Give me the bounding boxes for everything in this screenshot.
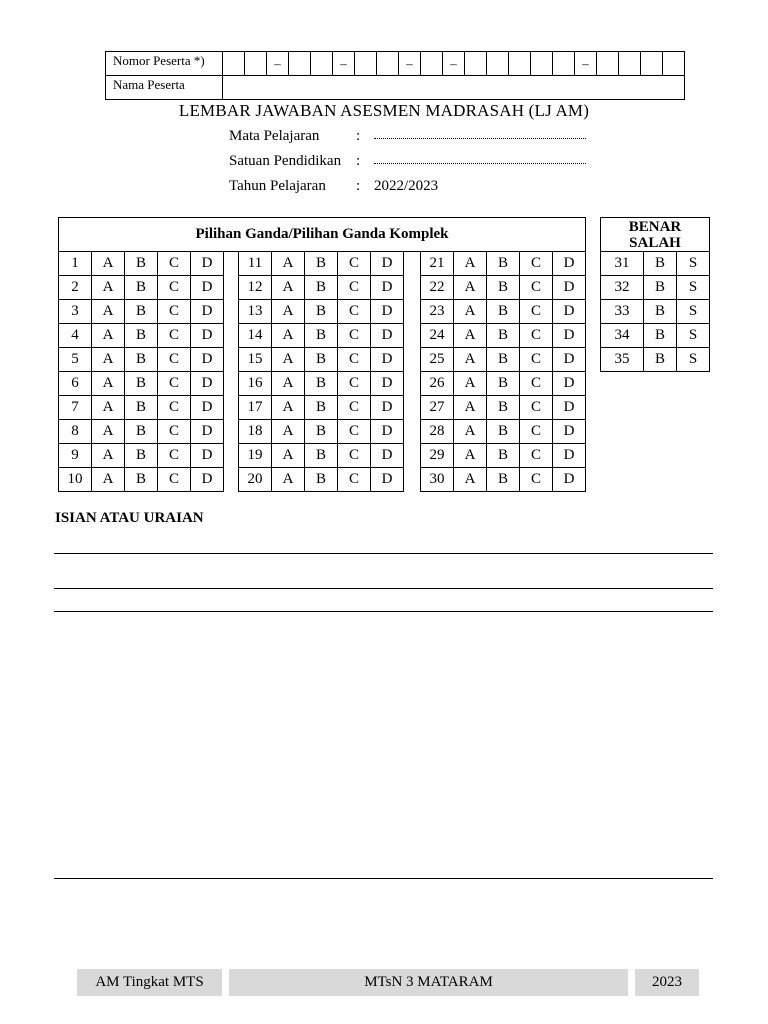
column-gap: [404, 420, 421, 444]
nama-peserta-field[interactable]: [223, 76, 685, 100]
question-number: 32: [601, 276, 644, 300]
answer-option-b[interactable]: B: [487, 444, 520, 468]
essay-answer-line[interactable]: [54, 553, 713, 554]
question-number: 5: [59, 348, 92, 372]
nomor-digit-box[interactable]: [223, 52, 245, 76]
answer-row: [59, 396, 586, 420]
answer-option-d[interactable]: D: [191, 324, 224, 348]
answer-option-b[interactable]: B: [487, 396, 520, 420]
question-number: 25: [421, 348, 454, 372]
answer-option-b[interactable]: B: [125, 444, 158, 468]
answer-option-d[interactable]: D: [371, 252, 404, 276]
nomor-digit-box[interactable]: –: [267, 52, 289, 76]
column-gap: [224, 276, 239, 300]
answer-option-b[interactable]: B: [305, 444, 338, 468]
question-number: 3: [59, 300, 92, 324]
answer-option-c[interactable]: C: [158, 372, 191, 396]
nomor-digit-box[interactable]: [377, 52, 399, 76]
answer-option-a[interactable]: A: [454, 396, 487, 420]
nomor-peserta-row: [106, 52, 685, 76]
answer-option-c[interactable]: C: [338, 276, 371, 300]
question-number: 24: [421, 324, 454, 348]
question-number: 23: [421, 300, 454, 324]
nomor-digit-box[interactable]: [465, 52, 487, 76]
answer-option-a[interactable]: A: [272, 420, 305, 444]
question-number: 12: [239, 276, 272, 300]
nama-peserta-row: [106, 76, 685, 100]
answer-option-a[interactable]: A: [92, 444, 125, 468]
question-number: 14: [239, 324, 272, 348]
info-satuan-pendidikan: [229, 151, 586, 171]
column-gap: [224, 300, 239, 324]
column-gap: [404, 348, 421, 372]
answer-option-a[interactable]: A: [92, 396, 125, 420]
answer-row: [59, 420, 586, 444]
essay-answer-line[interactable]: [54, 611, 713, 612]
nomor-digit-box[interactable]: [641, 52, 663, 76]
question-number: 2: [59, 276, 92, 300]
answer-option-c[interactable]: C: [338, 372, 371, 396]
answer-option-d[interactable]: D: [191, 300, 224, 324]
question-number: 20: [239, 468, 272, 492]
answer-option-b[interactable]: B: [487, 252, 520, 276]
answer-option-c[interactable]: C: [158, 444, 191, 468]
answer-option-d[interactable]: D: [371, 300, 404, 324]
answer-option-d[interactable]: D: [553, 396, 586, 420]
column-gap: [224, 372, 239, 396]
nama-peserta-label: Nama Peserta: [106, 76, 223, 100]
question-number: 16: [239, 372, 272, 396]
true-false-option-b[interactable]: B: [644, 252, 677, 276]
info-label: Tahun Pelajaran: [229, 178, 326, 194]
answer-option-d[interactable]: D: [191, 372, 224, 396]
answer-option-c[interactable]: C: [158, 252, 191, 276]
answer-option-b[interactable]: B: [487, 372, 520, 396]
answer-option-a[interactable]: A: [454, 276, 487, 300]
answer-option-b[interactable]: B: [487, 300, 520, 324]
info-colon: :: [356, 153, 361, 169]
answer-option-b[interactable]: B: [125, 396, 158, 420]
answer-option-c[interactable]: C: [520, 468, 553, 492]
essay-answer-line[interactable]: [54, 588, 713, 589]
true-false-option-b[interactable]: B: [644, 324, 677, 348]
answer-option-d[interactable]: D: [553, 372, 586, 396]
answer-option-d[interactable]: D: [191, 444, 224, 468]
column-gap: [224, 324, 239, 348]
answer-option-b[interactable]: B: [487, 276, 520, 300]
nomor-digit-box[interactable]: [619, 52, 641, 76]
answer-option-a[interactable]: A: [272, 252, 305, 276]
answer-option-c[interactable]: C: [338, 396, 371, 420]
column-gap: [404, 300, 421, 324]
true-false-option-s[interactable]: S: [677, 348, 710, 372]
nomor-digit-box[interactable]: [509, 52, 531, 76]
answer-option-d[interactable]: D: [191, 396, 224, 420]
answer-option-a[interactable]: A: [92, 252, 125, 276]
answer-option-c[interactable]: C: [158, 348, 191, 372]
answer-row: [59, 252, 586, 276]
answer-option-a[interactable]: A: [92, 324, 125, 348]
nomor-digit-box[interactable]: [597, 52, 619, 76]
answer-option-c[interactable]: C: [158, 468, 191, 492]
question-number: 31: [601, 252, 644, 276]
answer-option-b[interactable]: B: [305, 300, 338, 324]
answer-option-c[interactable]: C: [338, 348, 371, 372]
column-gap: [404, 324, 421, 348]
answer-option-d[interactable]: D: [371, 420, 404, 444]
essay-section-title: ISIAN ATAU URAIAN: [55, 510, 204, 526]
nomor-digit-box[interactable]: –: [333, 52, 355, 76]
question-number: 17: [239, 396, 272, 420]
question-number: 27: [421, 396, 454, 420]
column-gap: [224, 252, 239, 276]
answer-option-a[interactable]: A: [92, 372, 125, 396]
answer-option-a[interactable]: A: [272, 396, 305, 420]
answer-option-d[interactable]: D: [371, 276, 404, 300]
nomor-digit-box[interactable]: [355, 52, 377, 76]
answer-option-c[interactable]: C: [520, 420, 553, 444]
answer-option-c[interactable]: C: [520, 444, 553, 468]
answer-option-d[interactable]: D: [191, 348, 224, 372]
question-number: 29: [421, 444, 454, 468]
true-false-option-s[interactable]: S: [677, 252, 710, 276]
question-number: 11: [239, 252, 272, 276]
info-colon: :: [356, 178, 361, 194]
answer-option-b[interactable]: B: [305, 468, 338, 492]
column-gap: [224, 420, 239, 444]
answer-option-b[interactable]: B: [305, 420, 338, 444]
answer-option-d[interactable]: D: [191, 420, 224, 444]
question-number: 15: [239, 348, 272, 372]
nomor-digit-box[interactable]: [421, 52, 443, 76]
answer-option-b[interactable]: B: [125, 348, 158, 372]
answer-option-d[interactable]: D: [553, 300, 586, 324]
participant-header-table: [105, 51, 685, 100]
nomor-digit-box[interactable]: [487, 52, 509, 76]
answer-option-b[interactable]: B: [125, 420, 158, 444]
answer-option-a[interactable]: A: [272, 324, 305, 348]
question-number: 35: [601, 348, 644, 372]
question-number: 6: [59, 372, 92, 396]
answer-option-b[interactable]: B: [125, 468, 158, 492]
answer-option-d[interactable]: D: [371, 324, 404, 348]
info-tahun-pelajaran: [229, 176, 438, 196]
answer-option-d[interactable]: D: [191, 468, 224, 492]
answer-option-b[interactable]: B: [125, 324, 158, 348]
answer-option-c[interactable]: C: [520, 324, 553, 348]
tahun-pelajaran-value: 2022/2023: [374, 178, 439, 194]
answer-option-a[interactable]: A: [272, 276, 305, 300]
answer-option-c[interactable]: C: [338, 300, 371, 324]
question-number: 22: [421, 276, 454, 300]
answer-option-d[interactable]: D: [371, 348, 404, 372]
answer-option-b[interactable]: B: [487, 348, 520, 372]
answer-option-c[interactable]: C: [158, 276, 191, 300]
question-number: 7: [59, 396, 92, 420]
answer-option-c[interactable]: C: [338, 324, 371, 348]
column-gap: [224, 468, 239, 492]
answer-option-a[interactable]: A: [454, 420, 487, 444]
answer-option-a[interactable]: A: [454, 348, 487, 372]
true-false-option-s[interactable]: S: [677, 276, 710, 300]
answer-option-d[interactable]: D: [371, 444, 404, 468]
answer-option-c[interactable]: C: [338, 252, 371, 276]
column-gap: [404, 252, 421, 276]
answer-option-a[interactable]: A: [454, 300, 487, 324]
mata-pelajaran-field[interactable]: [374, 126, 586, 139]
column-gap: [224, 444, 239, 468]
answer-option-d[interactable]: D: [371, 372, 404, 396]
info-colon: :: [356, 128, 361, 144]
question-number: 33: [601, 300, 644, 324]
question-number: 9: [59, 444, 92, 468]
nomor-digit-box[interactable]: [311, 52, 333, 76]
nomor-digit-box[interactable]: –: [575, 52, 597, 76]
answer-option-d[interactable]: D: [553, 420, 586, 444]
answer-option-c[interactable]: C: [158, 324, 191, 348]
question-number: 19: [239, 444, 272, 468]
answer-option-b[interactable]: B: [305, 372, 338, 396]
answer-row: [59, 372, 586, 396]
column-gap: [224, 396, 239, 420]
question-number: 13: [239, 300, 272, 324]
column-gap: [404, 444, 421, 468]
page-title: LEMBAR JAWABAN ASESMEN MADRASAH (LJ AM): [178, 101, 590, 120]
answer-option-c[interactable]: C: [338, 468, 371, 492]
column-gap: [404, 396, 421, 420]
answer-row: [59, 348, 586, 372]
answer-option-b[interactable]: B: [305, 348, 338, 372]
answer-option-a[interactable]: A: [272, 300, 305, 324]
answer-row: [59, 324, 586, 348]
answer-option-d[interactable]: D: [553, 276, 586, 300]
answer-option-a[interactable]: A: [454, 372, 487, 396]
answer-option-a[interactable]: A: [272, 372, 305, 396]
column-gap: [224, 348, 239, 372]
question-number: 10: [59, 468, 92, 492]
true-false-row: [601, 348, 710, 372]
nomor-digit-box[interactable]: [531, 52, 553, 76]
nomor-digit-box[interactable]: –: [399, 52, 421, 76]
answer-option-b[interactable]: B: [125, 300, 158, 324]
answer-option-a[interactable]: A: [92, 468, 125, 492]
answer-option-d[interactable]: D: [553, 252, 586, 276]
answer-option-a[interactable]: A: [92, 420, 125, 444]
info-label: Mata Pelajaran: [229, 128, 320, 144]
nomor-digit-box[interactable]: [553, 52, 575, 76]
answer-option-c[interactable]: C: [520, 276, 553, 300]
multiple-choice-table: [58, 217, 586, 492]
nomor-digit-box[interactable]: [289, 52, 311, 76]
answer-option-c[interactable]: C: [520, 396, 553, 420]
true-false-heading-line1: BENAR: [628, 218, 682, 235]
answer-option-b[interactable]: B: [305, 276, 338, 300]
answer-option-d[interactable]: D: [191, 252, 224, 276]
answer-option-d[interactable]: D: [553, 348, 586, 372]
answer-option-a[interactable]: A: [272, 348, 305, 372]
true-false-row: [601, 276, 710, 300]
answer-option-c[interactable]: C: [520, 300, 553, 324]
answer-option-c[interactable]: C: [338, 444, 371, 468]
answer-option-c[interactable]: C: [338, 420, 371, 444]
footer-right: 2023: [635, 969, 699, 996]
question-number: 21: [421, 252, 454, 276]
answer-option-b[interactable]: B: [487, 468, 520, 492]
nomor-digit-box[interactable]: [245, 52, 267, 76]
answer-option-a[interactable]: A: [454, 252, 487, 276]
satuan-pendidikan-field[interactable]: [374, 151, 586, 164]
answer-option-b[interactable]: B: [305, 252, 338, 276]
answer-option-a[interactable]: A: [272, 468, 305, 492]
true-false-heading-line2: SALAH: [629, 234, 681, 251]
answer-option-c[interactable]: C: [520, 372, 553, 396]
true-false-option-s[interactable]: S: [677, 324, 710, 348]
true-false-row: [601, 300, 710, 324]
answer-option-c[interactable]: C: [158, 420, 191, 444]
column-gap: [404, 372, 421, 396]
answer-option-a[interactable]: A: [272, 444, 305, 468]
question-number: 1: [59, 252, 92, 276]
answer-option-d[interactable]: D: [553, 324, 586, 348]
multiple-choice-heading: Pilihan Ganda/Pilihan Ganda Komplek: [59, 218, 586, 252]
answer-option-c[interactable]: C: [158, 300, 191, 324]
answer-option-a[interactable]: A: [92, 276, 125, 300]
answer-option-b[interactable]: B: [125, 276, 158, 300]
true-false-option-b[interactable]: B: [644, 348, 677, 372]
true-false-row: [601, 252, 710, 276]
footer-left: AM Tingkat MTS: [77, 969, 222, 996]
answer-option-d[interactable]: D: [371, 468, 404, 492]
answer-row: [59, 300, 586, 324]
answer-option-a[interactable]: A: [92, 348, 125, 372]
question-number: 28: [421, 420, 454, 444]
answer-option-c[interactable]: C: [158, 396, 191, 420]
question-number: 26: [421, 372, 454, 396]
answer-option-b[interactable]: B: [125, 252, 158, 276]
answer-option-c[interactable]: C: [520, 252, 553, 276]
nomor-digit-box[interactable]: –: [443, 52, 465, 76]
column-gap: [404, 276, 421, 300]
answer-option-b[interactable]: B: [125, 372, 158, 396]
answer-option-d[interactable]: D: [553, 444, 586, 468]
question-number: 34: [601, 324, 644, 348]
true-false-row: [601, 324, 710, 348]
answer-option-a[interactable]: A: [454, 324, 487, 348]
essay-bottom-line: [54, 878, 713, 879]
answer-option-b[interactable]: B: [305, 324, 338, 348]
answer-option-d[interactable]: D: [191, 276, 224, 300]
true-false-option-b[interactable]: B: [644, 300, 677, 324]
answer-row: [59, 468, 586, 492]
answer-option-a[interactable]: A: [454, 468, 487, 492]
question-number: 30: [421, 468, 454, 492]
footer-center: MTsN 3 MATARAM: [229, 969, 628, 996]
nomor-digit-box[interactable]: [663, 52, 685, 76]
info-label: Satuan Pendidikan: [229, 153, 342, 169]
answer-row: [59, 444, 586, 468]
true-false-option-b[interactable]: B: [644, 276, 677, 300]
true-false-option-s[interactable]: S: [677, 300, 710, 324]
question-number: 18: [239, 420, 272, 444]
question-number: 4: [59, 324, 92, 348]
nomor-peserta-label: Nomor Peserta *): [106, 52, 223, 76]
answer-row: [59, 276, 586, 300]
answer-option-b[interactable]: B: [305, 396, 338, 420]
answer-option-b[interactable]: B: [487, 420, 520, 444]
answer-option-d[interactable]: D: [371, 396, 404, 420]
answer-option-c[interactable]: C: [520, 348, 553, 372]
answer-option-a[interactable]: A: [92, 300, 125, 324]
info-mata-pelajaran: [229, 126, 586, 146]
column-gap: [404, 468, 421, 492]
true-false-table: [600, 217, 710, 372]
true-false-heading: [601, 218, 710, 252]
answer-option-d[interactable]: D: [553, 468, 586, 492]
answer-option-b[interactable]: B: [487, 324, 520, 348]
question-number: 8: [59, 420, 92, 444]
answer-option-a[interactable]: A: [454, 444, 487, 468]
